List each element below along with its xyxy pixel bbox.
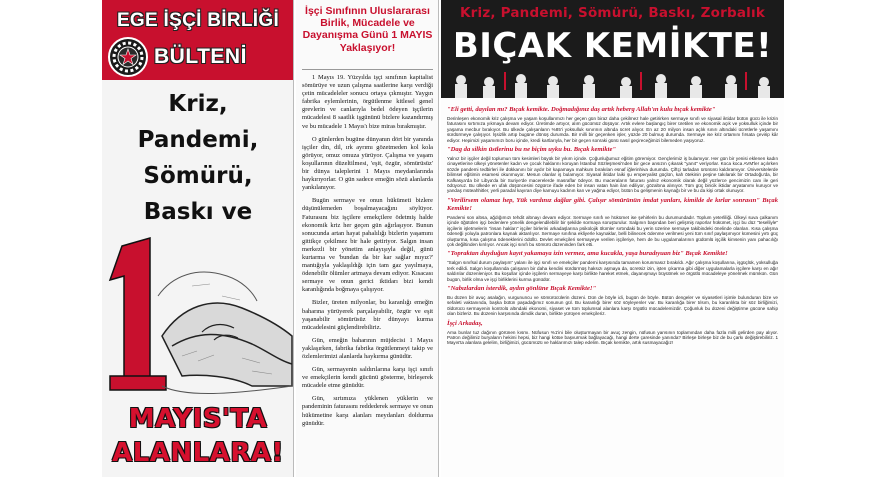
banner-headline: BIÇAK KEMİKTE! xyxy=(452,26,773,66)
section-quote: "Nabızlardan isterdik, aydın gönlüne Bıçak Kemikte!" xyxy=(447,284,597,292)
section-text: Yalnız bir işçiler değil toplumun tüm kesimleri büyük bir yıkım içinde. Çoğunluğumuz eğitim göremiyor. Gençlerimiz iş bulamıyor. Her gün bir yenisi eklenen kadın cinayetlerine ülkeyi yönetenler kadın ve çocuk haklarını koruyan İstanbul Sözleşmesi'nden bir gece ansızın çıkarak "yanıt" veriyorlar. Koca koca AVM'ler açılırken sözde pandemi tedbirleri ile dükkanını bir aydır bir kapamaya mahkum bırakılan esnaf iğlerinhiva durumda. Çiftçi tarladan ürününü kaldıramıyor. Üniversitelerde bilimsel eğitimin esamesi okunmuyor. Mesun olanlar iş bulamıyor. Siyasal iktidar laiki şu emperyalist güçlün, kah ötekinin peşine takılarak bir Ortadoğu'da, bir Kafkasya'da bir Libya'da bir Suriye'de macerelerde masraflar ödeyor. Bu maceraların faturası yalnız ekonomik olarak değil yüzlerce gencimizin canı ile geri ödüyoruz. Bu ülkede en ufak düşüncesini özgürce ifade eden bir insan vatan hain ilan ediliyor, gözaltına alınıyor. Tüm güç biricik iktidar aryatanımı kuruyor ve yandaş müteahhitler, yerli paradal kayıran diye kamuyu kadının kan ve yağma ediyor, bütün bu gelişmenin kaynağı bir ve bu da kişi ortak olunuyor. xyxy=(447,156,778,194)
gear-star-icon xyxy=(108,37,148,77)
article-paragraph: Bugün sermaye ve onun hükümeti bizlere düşünülemeden boşalmayacağını söylüyor. Faturasını biz işçilere emekçilere ödetmiş halde ekonomik kriz her geçen gün ağırlaşıyor. Bunun sonucunda artan hayat pahalılığı bizlerin yaşamını gittikçe çekilmez bir hale getiriyor. Salgın insan merkezli bir yönetim anlayışıyla değil, günü kurtarma ve 'bundan da bir kar sağlar mıyız?' mantığıyla yaklaşıldığı için tam gaz yayılmaya, ödenebilir ölümler artmaya devam ediyor. Kısacası sermaye ve onun gerici iktidarı bizi kendi karanlığında boğmaya çalışıyor. xyxy=(302,197,433,294)
headline-banner xyxy=(441,0,784,98)
cover-headline: Kriz, Pandemi, Sömürü, Baskı ve xyxy=(137,91,259,225)
section-quote: "Dag da silkin üstlerinu bu ne biçim uyku bu. Bıçak kemikte" xyxy=(447,146,617,154)
protest-crowd-illustration xyxy=(441,70,784,98)
section-quote: "Eli getti, dayılan mı? Bıçak kemikte. Doğmadığınız daş artık heberg Allah'ın kulu bıçak kemikte" xyxy=(447,106,716,113)
article-paragraph: 1 Mayıs 19. Yüzyılda işçi sınıfının kapitalist sömürüye ve uzun çalışma saatlerine karşı verdiği çetin mücadeleler sonucu ortaya çıkmıştır. Yaygın fabrika eylemlerinin, örgütlenme kitlesel genel grevlerin ve canlarıyla bedel ödeyen işçilerin mücadelesi 8 saatlik işgününü bizlere kazandırmış ve bu mücadele 1 Mayıs'ı bize miras bırakmıştır. xyxy=(302,74,433,130)
may-day-article-page xyxy=(296,0,439,477)
article-paragraph: Gün, sermayenin saldırılarına karşı işçi sınıfı ve emekçilerin kendi gücünü gösterme, birleşerek mücadele etme günüdür. xyxy=(302,366,433,390)
bicak-kemikte-page xyxy=(441,0,784,477)
handshake-illustration xyxy=(102,236,294,401)
article-paragraph: Bizler, üreten milyonlar, bu karanlığı emeğin baharına yürüyerek parçalayabilir, özgür ve eşit yaşanabilir sömürüsüz bir dünyayı kurma mücadelesini güçlendirebiliriz. xyxy=(302,299,433,331)
section-text: Pandemi son altısa, ağdığımızı tehdit altınayı devam ediyor. Sermaye sınıfı ve hükümet ise şehirlerin bu durumundadır. Toplum yeterliliği. Ülkeyi suva çalkanım içinde öğütülen işçi bedenlere yönelik dengelendilebilir bir şekilde sormaya soruşturulur. Salgının başından beri gelişmiş raporlar hükümet, işçi bu düz "teselliyle" işçilerin işletmelerin "insan hakları" işçiler birlerini arkadaşlarına psikolojik ölümler sırtındaki bu yerin üzerine sermaye takibindeki önelinde olanları. Kısa çalışma ödeneği yoluyla patronlara kaynak aktarılıyor. Sermaye sınıfına ekliyerle kaynaklar, belli bilinecek ödenme verilmesi yeni tüm sınıf paylaşımıyor kümesini yırtı güç oluşturma, kısa çalışma ödeneklerini ödüllü. Devlet emekçileri sermayeye verilen işçileriye, hem de bu uygulamalarının güdümlü işçilik kimsenin yanı pahacılığı çok değiltinden kırılıyor. Ancak işçi sınıfı bu sömürü düzeninden fark etti. xyxy=(447,214,778,247)
bulletin-cover-page xyxy=(102,0,294,477)
article-columns xyxy=(447,103,778,475)
article-paragraph: Gün, sırtımıza yüklenen yüklerin ve pandeminin faturasını reddederek sermaye ve onun hükümetine karşı alanları meydanları doldurma günüdür. xyxy=(302,395,433,427)
section-text: Derinleşen ekonomik kriz çalışma ve yaşam koşullarımızı her geçen gün biraz daha çekilmez hale getirirken sermaye sınıfı ve siyasal iktidar bütün gücü ile krizin faturasını sırtımıza yıkmaya devam ediyor. Üretimde artıyor, alım gücümüz düşüyor. Artık evlere başlangıç birer üretilen ve ekonomik açık ve yoksulluk içinde bir yaşama mecbur bırakıyor. Bu ülkede çalışanların %85'i yoksulluk sınırının altında ücret alıyor. En az 20 milyon insan açlık sınırı altındaki ücretlerle yaşamını sürdürmeye çalışıyor. İşsizlik artıp bugüne dönüş durumda. Bir milli bir geçenken işler, yüzde 20 bulmuş durumda. Sermaye ise kriz ortamını fırsata çevirip kâr ediyor. Hepimizi yaşamımızı boru içinde, kredi kartlarıyla, her bir geçen sonraki günü nasıl geçireceğimizi bilemeden yaşıyoruz. xyxy=(447,116,778,143)
section-quote: "Verilirsem olamaz hep, Yük vardınız dağlar gibi. Çalışır sömürünün imdat yanları, kimilde de kırlar sonrasın" Bıçak Kemikte! xyxy=(447,196,778,212)
section-quote: "Topraktan duyduğun kayıt yakamaya izin vermez, ama kucakla, yaşa buradıyuan biz" Bıçak Kemikte! xyxy=(447,250,728,258)
article-paragraph: Gün, emeğin baharının müjdecisi 1 Mayıs yaklaşırken, fabrika fabrika örgütlenmeyi takip ve özlemlerimizi alanlarda haykırma günüdür. xyxy=(302,336,433,360)
section-text: Ama bunlar tuz dağının görünen kısmı. Nüfusun %1'ini bile oluşturmayan bir avuç zengin, nüfusun yarısının toplamından daha fazla milli gelirden pay alıyor. Patron değilimiz buryaların hekimi hepsi, biz hangi kötüe başvurmak bağlayacağı, hangi derte çaresinde yanında? Birleşe birleşe biz de bu çarkı değiştirebiliriz. 1 Mayıs'ta alanlara gelelim, birliğimizi, gücümüzü ve haklarımızı talep edelim. Bıçak kemikte, artık susmayacağız! xyxy=(447,329,778,346)
may-day-banner: MAYIS'TA ALANLARA! xyxy=(112,404,284,468)
article-paragraph: O günlerden bugüne dünyanın dört bir yanında işçiler din, dil, ırk ayrımı gözetmeden kol kola görüyor, omuz omuza yürüyor. Çalışma ve yaşam koşullarının düzeltilmesi, 'eşit, özgür, sömürüsüz' bir dünya taleplerini 1 Mayıs meydanlarında haykırıyorlar. O gün sadece emeğin sözü alanlarda yankılanıyor. xyxy=(302,135,433,192)
masthead xyxy=(102,0,294,80)
masthead-title-top: EGE İŞÇİ BİRLİĞİ xyxy=(116,10,280,31)
section-text: Bu düzen bir avuç asalağın, vurgununcu ve sömürücülerin düzeni. Dün de böyle idi, bugün de böyle. Bütün dengeler ve siyasetleri işimle bulunduran bize ve sefaleti vaktanında, başka bütün paşadağımız sonunun gül. Bu karanlığı birer söz söyleyenler var. Bu karanlığa birer tılsım, bu karanlıkta bir söz birliğimizi, öldürücü sermayenin kontrolü altındaki ekonomi, siyaset ve tüm toplumsal alanlara karşı örgütlü mücadelemizdir. Çoğunluk bu düzeni değiştirme gücüne sahip olan bizleriz. Bu düzenin karşısında dimdik duran, birlikte yürüyen emekçileriz. xyxy=(447,294,778,317)
masthead-title-bottom: BÜLTENİ xyxy=(154,45,247,68)
title-divider xyxy=(302,69,433,70)
article-body xyxy=(302,74,433,474)
banner-kicker: Kriz, Pandemi, Sömürü, Baskı, Zorbalık xyxy=(460,5,765,21)
section-quote: İşçi Arkadaş, xyxy=(447,319,483,327)
article-title: İşçi Sınıfının Uluslararası Birlik, Mücadele ve Dayanışma Günü 1 MAYIS Yaklaşıyor! xyxy=(302,5,433,54)
section-text: "Salgın sınıfsal durum paylaşım" yalanı ile işçi sınıfı ve emekçiler pandemi karşısında tamamen korunmasız bırakıldı. Ağır çalışma koşullarına, işgüçlük, yoksulluğa terk edildi. Salgın koşullarında çalışanın bir daha kendini sürdürmüş haksızı aşmaya da, ücretsiz izin, işten çıkarma gibi diğer uygulamalarla işçilere karşı en ağır saldırılar düzenleniyor. Bu koşullar içinde işçilerin sermayeye karşı birlikte hareket etmek, dayanışmayı büyütmek ve örgütlü mücadeleye yönelmek mümkün. Gün bugün, birlik olma ve işçi birliklerini kurma günüdür. xyxy=(447,260,778,282)
